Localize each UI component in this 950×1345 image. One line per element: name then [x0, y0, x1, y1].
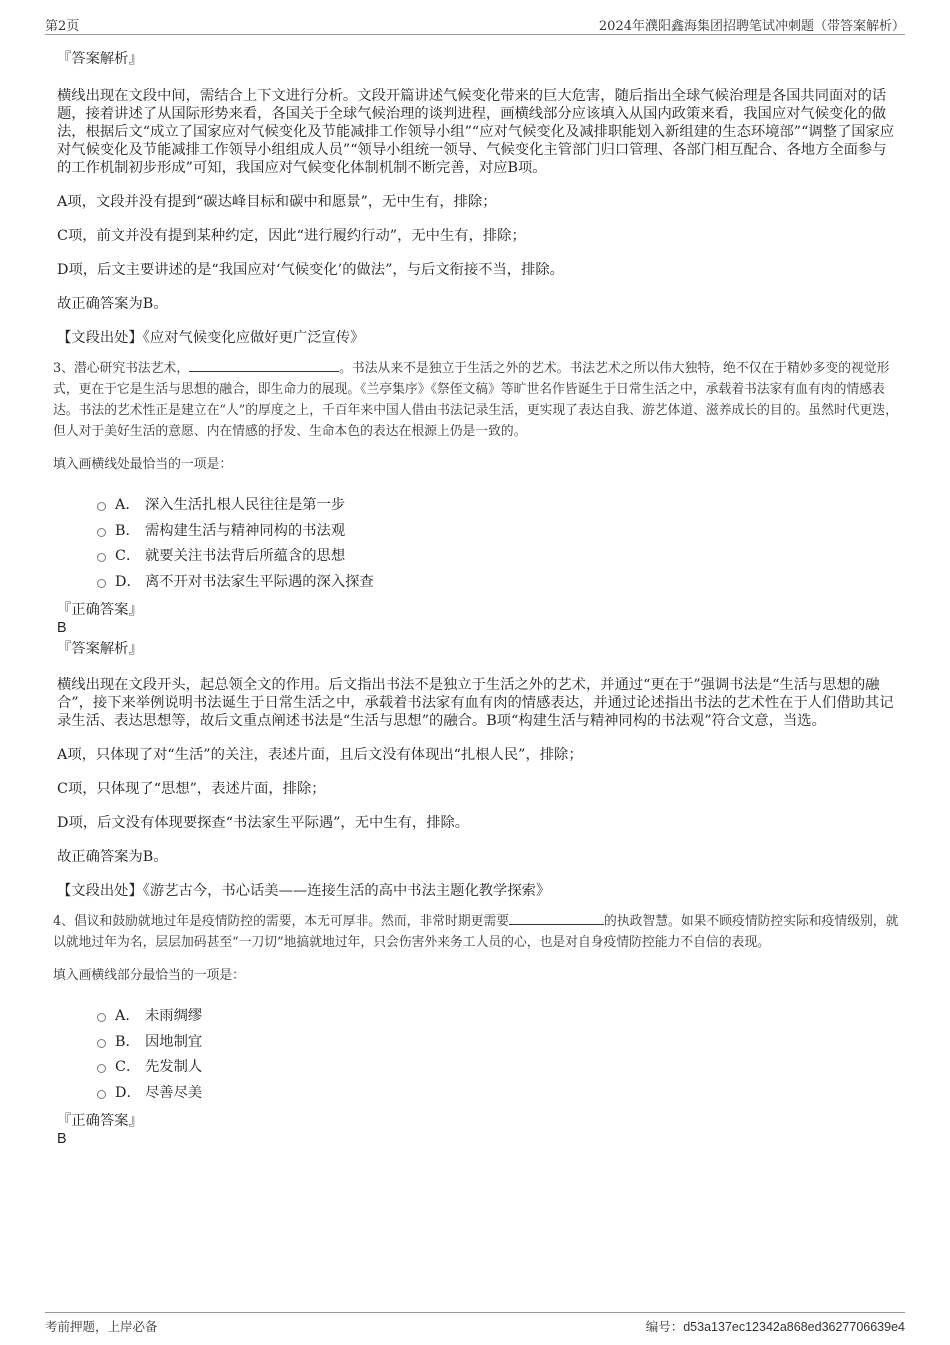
passage-source: 【文段出处】《游艺古今，书心话美——连接生活的高中书法主题化教学探索》: [57, 883, 551, 899]
analysis-label: 『答案解析』: [57, 641, 143, 657]
radio-icon[interactable]: [97, 1064, 106, 1073]
radio-icon[interactable]: [97, 579, 106, 588]
code-value: d53a137ec12342a868ed3627706639e4: [683, 1320, 905, 1334]
option-b[interactable]: B． 因地制宜: [57, 1030, 899, 1056]
document-title: 2024年濮阳鑫海集团招聘笔试冲刺题（带答案解析）: [598, 19, 905, 34]
footer-slogan: 考前押题，上岸必备: [45, 1319, 158, 1334]
question-3-options: [57, 493, 899, 595]
option-a-note: A项，文段并没有提到“碳达峰目标和碳中和愿景”，无中生有，排除；: [57, 194, 497, 210]
option-c[interactable]: C． 就要关注书法背后所蕴含的思想: [57, 544, 899, 570]
question-3-stem: [53, 357, 899, 442]
question-4-prompt: 填入画横线部分最恰当的一项是：: [53, 968, 245, 983]
radio-icon[interactable]: [97, 502, 106, 511]
question-4-stem-rest: 的执政智慧。如果不顾疫情防控实际和疫情级别，就以就地过年为名，层层加码甚至“一刀切”地搞就地过年，只会伤害外来务工人员的心，也是对自身疫情防控能力不自信的表现。: [53, 914, 899, 950]
radio-icon[interactable]: [97, 1090, 106, 1099]
passage-source: 【文段出处】《应对气候变化应做好更广泛宣传》: [57, 330, 365, 346]
conclusion: 故正确答案为B。: [57, 849, 168, 865]
question-3-stem-rest: 。书法从来不是独立于生活之外的艺术。书法艺术之所以伟大独特，绝不仅在于精妙多变的视觉形式，更在于它是生活与思想的融合，即生命力的展现。《兰亭集序》《祭侄文稿》等旷世名作皆诞生于日常生活之中，承载着书法家有血有肉的情感表达。书法的艺术性正是建立在“人”的厚度之上，千百年来中国人借由书法记录生活，更实现了表达自我、游艺体道、滋养成长的目的。虽然时代更迭，但人对于美好生活的意愿、内在情感的抒发、生命本色的表达在根源上仍是一致的。: [53, 361, 898, 439]
option-d[interactable]: D． 尽善尽美: [57, 1081, 899, 1107]
option-d-note: D项，后文没有体现要探查“书法家生平际遇”，无中生有，排除。: [57, 815, 470, 831]
analysis-text: 横线出现在文段开头，起总领全文的作用。后文指出书法不是独立于生活之外的艺术，并通过“更在于”强调书法是“生活与思想的融合”，接下来举例说明书法诞生于日常生活之中，承载着书法家有血有肉的情感表达，并通过论述指出书法的艺术性在于人们借助其记录生活、表达思想等，故后文重点阐述书法是“生活与思想”的融合。B项“构建生活与精神同构的书法观”符合文意，当选。: [57, 677, 894, 729]
conclusion: 故正确答案为B。: [57, 296, 168, 312]
correct-answer: B: [57, 620, 67, 636]
option-b[interactable]: B． 需构建生活与精神同构的书法观: [57, 519, 899, 545]
page-footer: [45, 1312, 905, 1335]
answer-label: 『正确答案』: [57, 1113, 143, 1129]
fill-blank: [509, 910, 604, 925]
page-number: 第2页: [45, 19, 80, 34]
question-4-stem: [53, 910, 899, 953]
analysis-label: 『答案解析』: [57, 51, 143, 67]
question-3-prompt: 填入画横线处最恰当的一项是：: [53, 457, 233, 472]
question-3-stem-start: 3、潜心研究书法艺术，: [53, 361, 190, 376]
option-c-note: C项，前文并没有提到某种约定，因此“进行履约行动”，无中生有，排除；: [57, 228, 526, 244]
option-a[interactable]: A． 深入生活扎根人民往往是第一步: [57, 493, 899, 519]
page-content: [53, 44, 899, 1148]
radio-icon[interactable]: [97, 1013, 106, 1022]
option-d-note: D项，后文主要讲述的是“我国应对‘气候变化’的做法”，与后文衔接不当，排除。: [57, 262, 564, 278]
page-header: [45, 12, 905, 35]
code-label: 编号：: [645, 1319, 684, 1334]
document-code: [646, 1317, 905, 1335]
option-c[interactable]: C． 先发制人: [57, 1055, 899, 1081]
radio-icon[interactable]: [97, 528, 106, 537]
question-4-options: [57, 1004, 899, 1106]
option-a-note: A项，只体现了对“生活”的关注，表述片面，且后文没有体现出“扎根人民”，排除；: [57, 747, 583, 763]
fill-blank: [189, 357, 339, 372]
question-4-stem-start: 4、倡议和鼓励就地过年是疫情防控的需要，本无可厚非。然而，非常时期更需要: [53, 914, 510, 929]
analysis-text: 横线出现在文段中间，需结合上下文进行分析。文段开篇讲述气候变化带来的巨大危害，随后指出全球气候治理是各国共同面对的话题，接着讲述了从国际形势来看，各国关于全球气候治理的谈判进程，画横线部分应该填入从国内政策来看，我国应对气候变化的做法，根据后文“成立了国家应对气候变化及节能减排工作领导小组”“应对气候变化及减排职能划入新组建的生态环境部”“调整了国家应对气候变化及节能减排工作领导小组组成人员”“领导小组统一领导、气候变化主管部门归口管理、各部门相互配合、各地方全面参与的工作机制初步形成”可知，我国应对气候变化体制机制不断完善，对应B项。: [57, 88, 895, 176]
option-a[interactable]: A． 未雨绸缪: [57, 1004, 899, 1030]
option-c-note: C项，只体现了“思想”，表述片面，排除；: [57, 781, 326, 797]
answer-label: 『正确答案』: [57, 602, 143, 618]
correct-answer: B: [57, 1131, 67, 1147]
option-d[interactable]: D． 离不开对书法家生平际遇的深入探查: [57, 570, 899, 596]
radio-icon[interactable]: [97, 1039, 106, 1048]
radio-icon[interactable]: [97, 553, 106, 562]
